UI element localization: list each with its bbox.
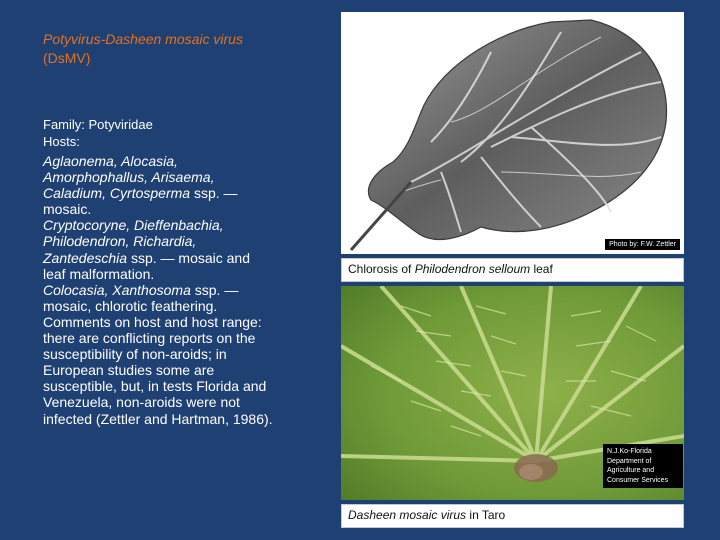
hosts-label: Hosts: xyxy=(43,134,80,149)
philodendron-leaf-photo xyxy=(341,12,684,254)
family-line: Family: Potyviridae xyxy=(43,117,153,132)
hosts-genera-2: Cryptocoryne, Dieffenbachia, Philodendron, Richardia, Zantedeschia xyxy=(43,217,224,266)
slide-title xyxy=(43,30,273,68)
hosts-description xyxy=(43,153,275,427)
hosts-symptom-3: ssp. — mosaic, chlorotic feathering. Comments on host and host range: there are conflicting reports on the susceptibility of non-aroids; in European studies some are susceptible, but, in tests Florida and Venezuela, non-aroids were not infected (Zettler and Hartman, 1986). xyxy=(43,281,273,427)
hosts-paragraph-2 xyxy=(43,217,275,281)
caption2-virus: Dasheen mosaic virus xyxy=(348,508,467,522)
caption-taro xyxy=(341,504,684,528)
hosts-symptom-2: ssp. — mosaic and leaf malformation. xyxy=(43,249,250,282)
title-abbreviation: (DsMV) xyxy=(43,50,91,66)
taro-leaf-photo xyxy=(341,286,684,500)
photo-credit-top: Photo by: F.W. Zettler xyxy=(605,239,680,250)
caption1-prefix: Chlorosis of xyxy=(348,262,415,276)
caption-philodendron xyxy=(341,258,684,282)
hosts-paragraph-1 xyxy=(43,153,275,217)
family-block xyxy=(43,116,273,150)
caption1-species: Philodendron selloum xyxy=(414,262,531,276)
caption1-suffix: leaf xyxy=(530,262,553,276)
hosts-genera-3: Colocasia, Xanthosoma xyxy=(43,281,191,298)
leaf-illustration xyxy=(341,12,684,254)
photo-credit-bottom: N.J.Ko-Florida Department of Agriculture and Consumer Services xyxy=(603,444,683,488)
hosts-paragraph-3 xyxy=(43,282,275,427)
hosts-symptom-1: ssp. — mosaic. xyxy=(43,185,238,218)
caption2-suffix: in Taro xyxy=(466,508,506,522)
title-virus-name: Potyvirus-Dasheen mosaic virus xyxy=(43,31,243,47)
hosts-genera-1: Aglaonema, Alocasia, Amorphophallus, Arisaema, Caladium, Cyrtosperma xyxy=(43,153,215,202)
